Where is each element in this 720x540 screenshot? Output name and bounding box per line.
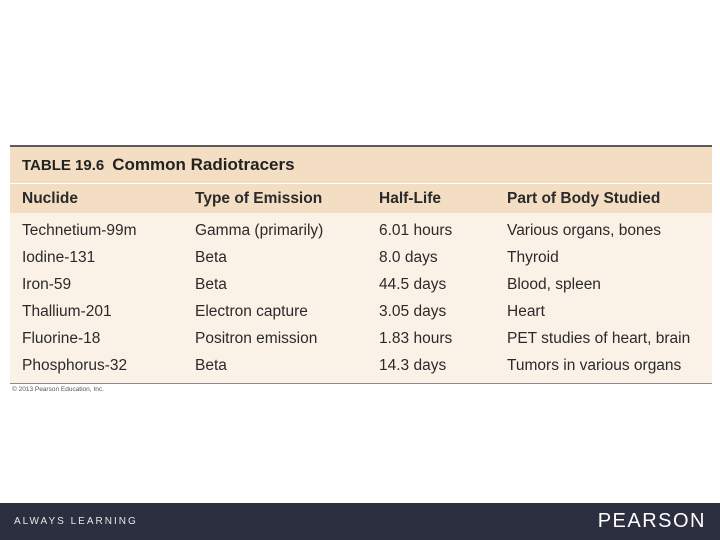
- table-title: Common Radiotracers: [112, 155, 295, 174]
- table-row: [10, 298, 712, 325]
- cell-body-part: Tumors in various organs: [507, 356, 682, 374]
- copyright-notice: © 2013 Pearson Education, Inc.: [12, 386, 104, 393]
- cell-half-life: 1.83 hours: [379, 329, 453, 347]
- cell-emission: Beta: [195, 248, 227, 266]
- pearson-logo: PEARSON: [597, 510, 706, 532]
- cell-emission: Electron capture: [195, 302, 308, 320]
- table-title-band: [10, 145, 712, 183]
- cell-body-part: PET studies of heart, brain: [507, 329, 691, 347]
- table-header-row: [10, 183, 712, 213]
- cell-body-part: Heart: [507, 302, 545, 320]
- cell-nuclide: Technetium-99m: [22, 221, 137, 239]
- cell-emission: Positron emission: [195, 329, 318, 347]
- radiotracers-table: [10, 145, 712, 384]
- cell-nuclide: Thallium-201: [22, 302, 112, 320]
- cell-nuclide: Iodine-131: [22, 248, 96, 266]
- cell-nuclide: Iron-59: [22, 275, 72, 293]
- cell-nuclide: Phosphorus-32: [22, 356, 128, 374]
- cell-emission: Gamma (primarily): [195, 221, 324, 239]
- cell-emission: Beta: [195, 275, 227, 293]
- header-nuclide: Nuclide: [22, 189, 78, 207]
- footer-tagline: ALWAYS LEARNING: [14, 516, 138, 527]
- header-half-life: Half-Life: [379, 189, 441, 207]
- header-type-of-emission: Type of Emission: [195, 189, 323, 207]
- table-row: [10, 352, 712, 379]
- cell-nuclide: Fluorine-18: [22, 329, 101, 347]
- table-row: [10, 325, 712, 352]
- table-body: [10, 213, 712, 384]
- cell-half-life: 3.05 days: [379, 302, 447, 320]
- cell-emission: Beta: [195, 356, 227, 374]
- footer-bar: [0, 503, 720, 540]
- cell-body-part: Blood, spleen: [507, 275, 601, 293]
- cell-body-part: Thyroid: [507, 248, 559, 266]
- cell-half-life: 44.5 days: [379, 275, 447, 293]
- cell-body-part: Various organs, bones: [507, 221, 661, 239]
- table-number: TABLE 19.6: [22, 156, 105, 174]
- cell-half-life: 14.3 days: [379, 356, 447, 374]
- table-row: [10, 271, 712, 298]
- header-part-of-body: Part of Body Studied: [507, 189, 661, 207]
- cell-half-life: 8.0 days: [379, 248, 438, 266]
- table-row: [10, 217, 712, 244]
- cell-half-life: 6.01 hours: [379, 221, 453, 239]
- table-row: [10, 244, 712, 271]
